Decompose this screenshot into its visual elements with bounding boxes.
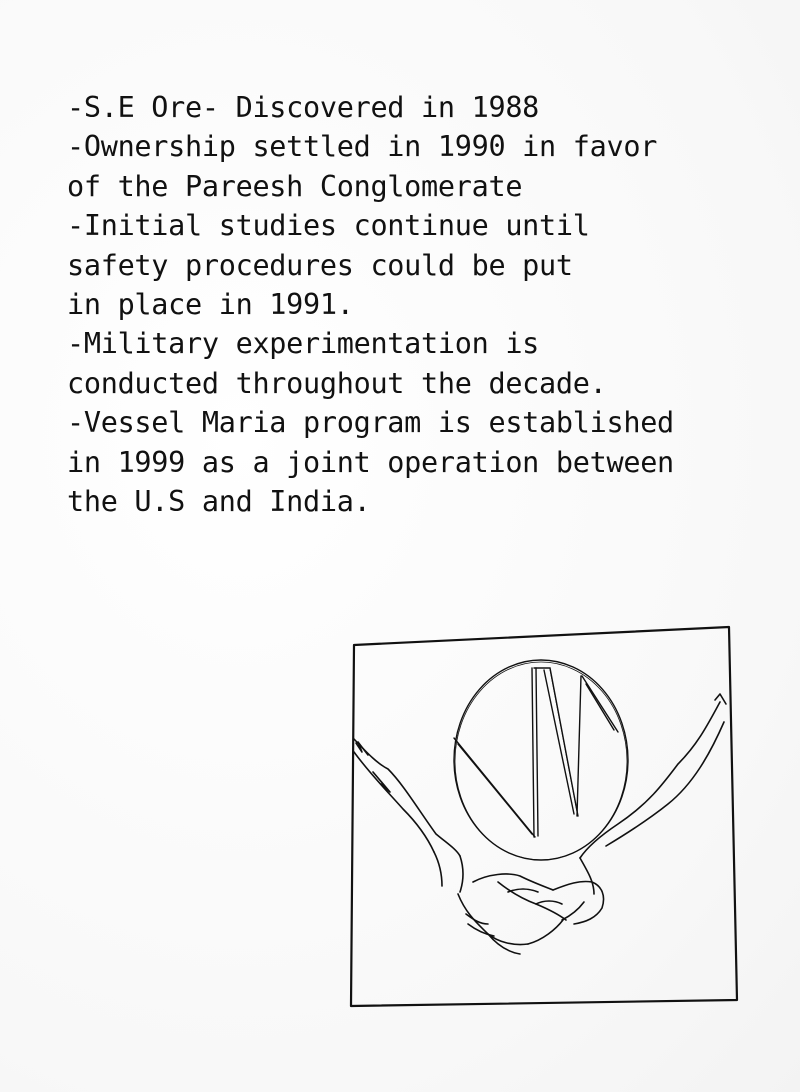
notes-line-6: in place in 1991. bbox=[67, 288, 354, 322]
notes-line-2: -Ownership settled in 1990 in favor bbox=[67, 130, 658, 164]
notes-text-block bbox=[67, 88, 767, 521]
notes-line-7: -Military experimentation is bbox=[67, 327, 540, 361]
notes-line-10: in 1999 as a joint operation between bbox=[67, 445, 674, 479]
illustration-frame bbox=[348, 624, 740, 1010]
notes-line-5: safety procedures could be put bbox=[67, 248, 573, 282]
notes-line-1: -S.E Ore- Discovered in 1988 bbox=[67, 91, 540, 124]
notes-line-8: conducted throughout the decade. bbox=[67, 366, 607, 400]
notes-line-3: of the Pareesh Conglomerate bbox=[67, 169, 523, 203]
notes-line-11: the U.S and India. bbox=[67, 485, 371, 519]
frame-border bbox=[351, 627, 737, 1006]
handshake-icon bbox=[354, 694, 726, 954]
circle-emblem-icon bbox=[454, 660, 628, 860]
notes-line-4: -Initial studies continue until bbox=[67, 209, 590, 243]
handshake-illustration bbox=[348, 624, 740, 1010]
notes-line-9: -Vessel Maria program is established bbox=[67, 406, 674, 440]
